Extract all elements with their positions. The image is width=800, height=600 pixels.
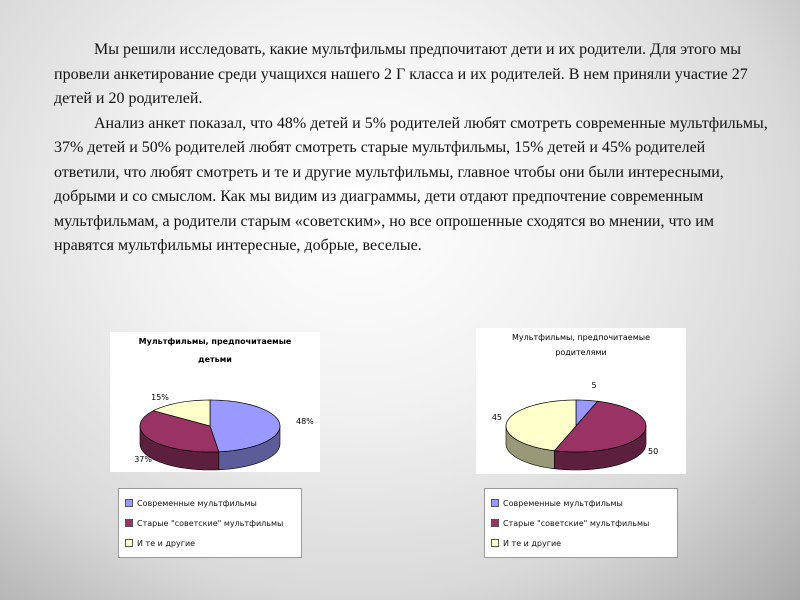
legend-swatch-old <box>491 519 499 527</box>
legend-swatch-both <box>125 539 133 547</box>
data-label-modern: 5 <box>591 381 597 390</box>
legend-label-old: Старые "советские" мультфильмы <box>503 518 650 528</box>
legend-label-both: И те и другие <box>137 538 196 548</box>
children-pie-chart <box>110 332 320 472</box>
paragraph-intro: Мы решили исследовать, какие мультфильмы предпочитают дети и их родители. Для этого мы провели анкетирование среди учащихся нашего 2 Г класса и их родителей. В нем приняли участие 27 детей и 20 родителей. <box>54 41 748 107</box>
legend-swatch-both <box>491 539 499 547</box>
legend-label-modern: Современные мультфильмы <box>503 498 623 508</box>
data-label-modern: 48% <box>296 417 314 426</box>
chart-title-line: детьми <box>198 355 232 364</box>
chart-title-line: родителями <box>555 348 607 357</box>
paragraph-analysis: Анализ анкет показал, что 48% детей и 5% родителей любят смотреть современные мультфильмы, 37% детей и 50% родителей любят смотреть старые мультфильмы, 15% детей и 45% родителей ответили, что любят смотреть и те и другие мультфильмы, главное чтобы они были интересными, добрыми и со смыслом. Как мы видим из диаграммы, дети отдают предпочтение современным мультфильмам, а родители старым «советским», но все опрошенные сходятся во мнении, что им нравятся мультфильмы интересные, добрые, веселые. <box>54 114 768 254</box>
legend-label-old: Старые "советские" мультфильмы <box>137 518 284 528</box>
parents-pie-chart <box>476 328 686 474</box>
parents-legend <box>484 488 678 558</box>
legend-item-both <box>125 533 295 553</box>
children-chart <box>110 332 320 472</box>
children-legend <box>118 488 302 558</box>
legend-item-old <box>491 513 671 533</box>
legend-item-old <box>125 513 295 533</box>
legend-swatch-old <box>125 519 133 527</box>
legend-item-both <box>491 533 671 553</box>
chart-title-line: Мультфильмы, предпочитаемые <box>138 337 292 346</box>
legend-item-modern <box>491 493 671 513</box>
legend-swatch-modern <box>491 499 499 507</box>
legend-label-both: И те и другие <box>503 538 562 548</box>
data-label-both: 15% <box>151 393 169 402</box>
legend-item-modern <box>125 493 295 513</box>
legend-swatch-modern <box>125 499 133 507</box>
data-label-old: 37% <box>134 455 152 464</box>
data-label-old: 50 <box>648 447 659 456</box>
legend-label-modern: Современные мультфильмы <box>137 498 257 508</box>
chart-title-line: Мультфильмы, предпочитаемые <box>512 333 650 342</box>
slide-text <box>54 38 774 259</box>
data-label-both: 45 <box>491 413 502 422</box>
parents-chart <box>476 328 686 474</box>
